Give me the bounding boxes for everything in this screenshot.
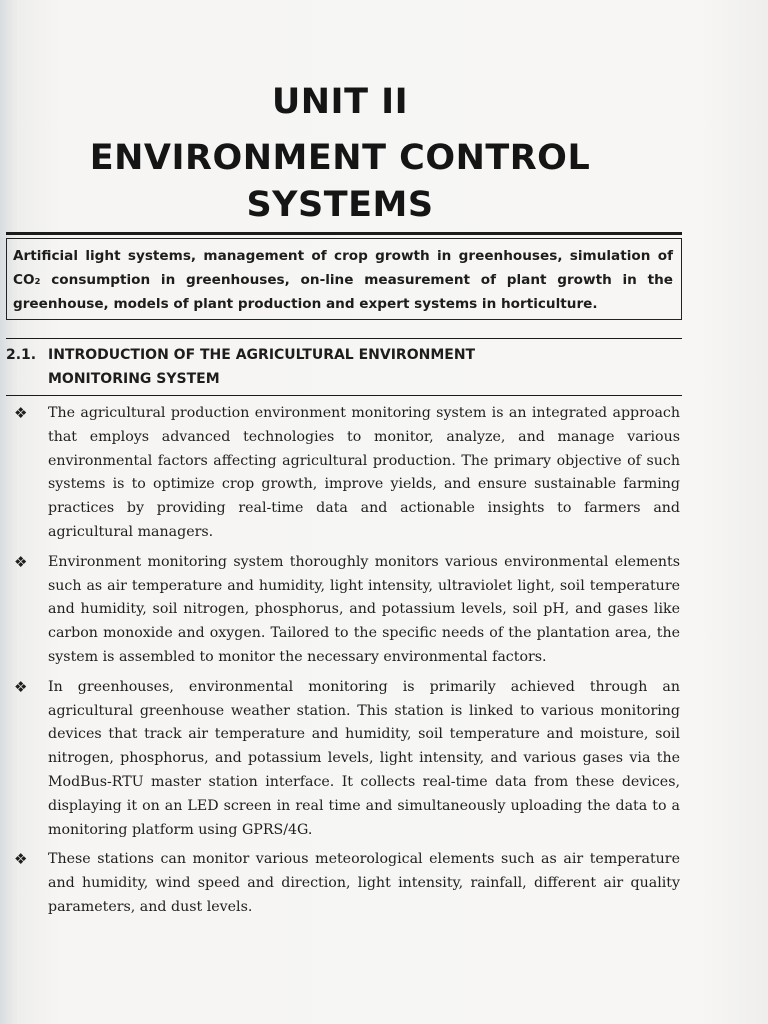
diamond-bullet-icon: ❖: [14, 552, 28, 571]
section-title-line-1: INTRODUCTION OF THE AGRICULTURAL ENVIRONMENT: [48, 347, 476, 363]
unit-number: UNIT II: [271, 82, 409, 122]
section-top-divider: [6, 338, 682, 339]
section-number: 2.1.: [6, 347, 37, 363]
bullet-text: The agricultural production environment monitoring system is an integrated approach that employs advanced technologies to monitor, analyze, and manage various environmental factors affecting agricultural production. The primary objective of such systems is to optimize crop growth, improve yields, and ensure sustainable farming practices by providing real-time data and actionable insights to farmers and agricultural managers.: [48, 405, 680, 540]
bullet-text: These stations can monitor various meteorological elements such as air temperature and humidity, wind speed and direction, light intensity, rainfall, different air quality parameters, and dust levels.: [48, 851, 680, 915]
bullet-text: In greenhouses, environmental monitoring is primarily achieved through an agricultural greenhouse weather station. This station is linked to various monitoring devices that track air temperature and humidity, soil temperature and moisture, soil nitrogen, phosphorus, and potassium levels, light intensity, and various gases via the ModBus-RTU master station interface. It collects real-time data from these devices, displaying it on an LED screen in real time and simultaneously uploading the data to a monitoring platform using GPRS/4G.: [48, 678, 680, 838]
diamond-bullet-icon: ❖: [14, 677, 28, 696]
section-heading: [6, 343, 676, 391]
list-item: [12, 848, 680, 919]
bullet-list: [12, 402, 680, 926]
title-divider: [6, 232, 682, 235]
unit-title-line-2: SYSTEMS: [246, 185, 434, 225]
diamond-bullet-icon: ❖: [14, 850, 28, 869]
bullet-text: Environment monitoring system thoroughly monitors various environmental elements such as air temperature and humidity, light intensity, ultraviolet light, soil temperature and humidity, soil nitrogen, phosphorus, and potassium levels, soil pH, and gases like carbon monoxide and oxygen. Tailored to the specific needs of the plantation area, the system is assembled to monitor the necessary environmental factors.: [48, 553, 680, 665]
unit-summary-box: Artificial light systems, management of crop growth in greenhouses, simulation of CO₂ consumption in greenhouses, on-line measurement of plant growth in the greenhouse, models of plant production and expert systems in horticulture.: [6, 238, 682, 320]
unit-title-line-1: ENVIRONMENT CONTROL: [89, 138, 591, 178]
list-item: [12, 551, 680, 670]
section-title-line-2: MONITORING SYSTEM: [48, 371, 220, 387]
section-bottom-divider: [6, 395, 682, 396]
diamond-bullet-icon: ❖: [14, 404, 28, 422]
list-item: [12, 402, 680, 545]
list-item: [12, 676, 680, 843]
